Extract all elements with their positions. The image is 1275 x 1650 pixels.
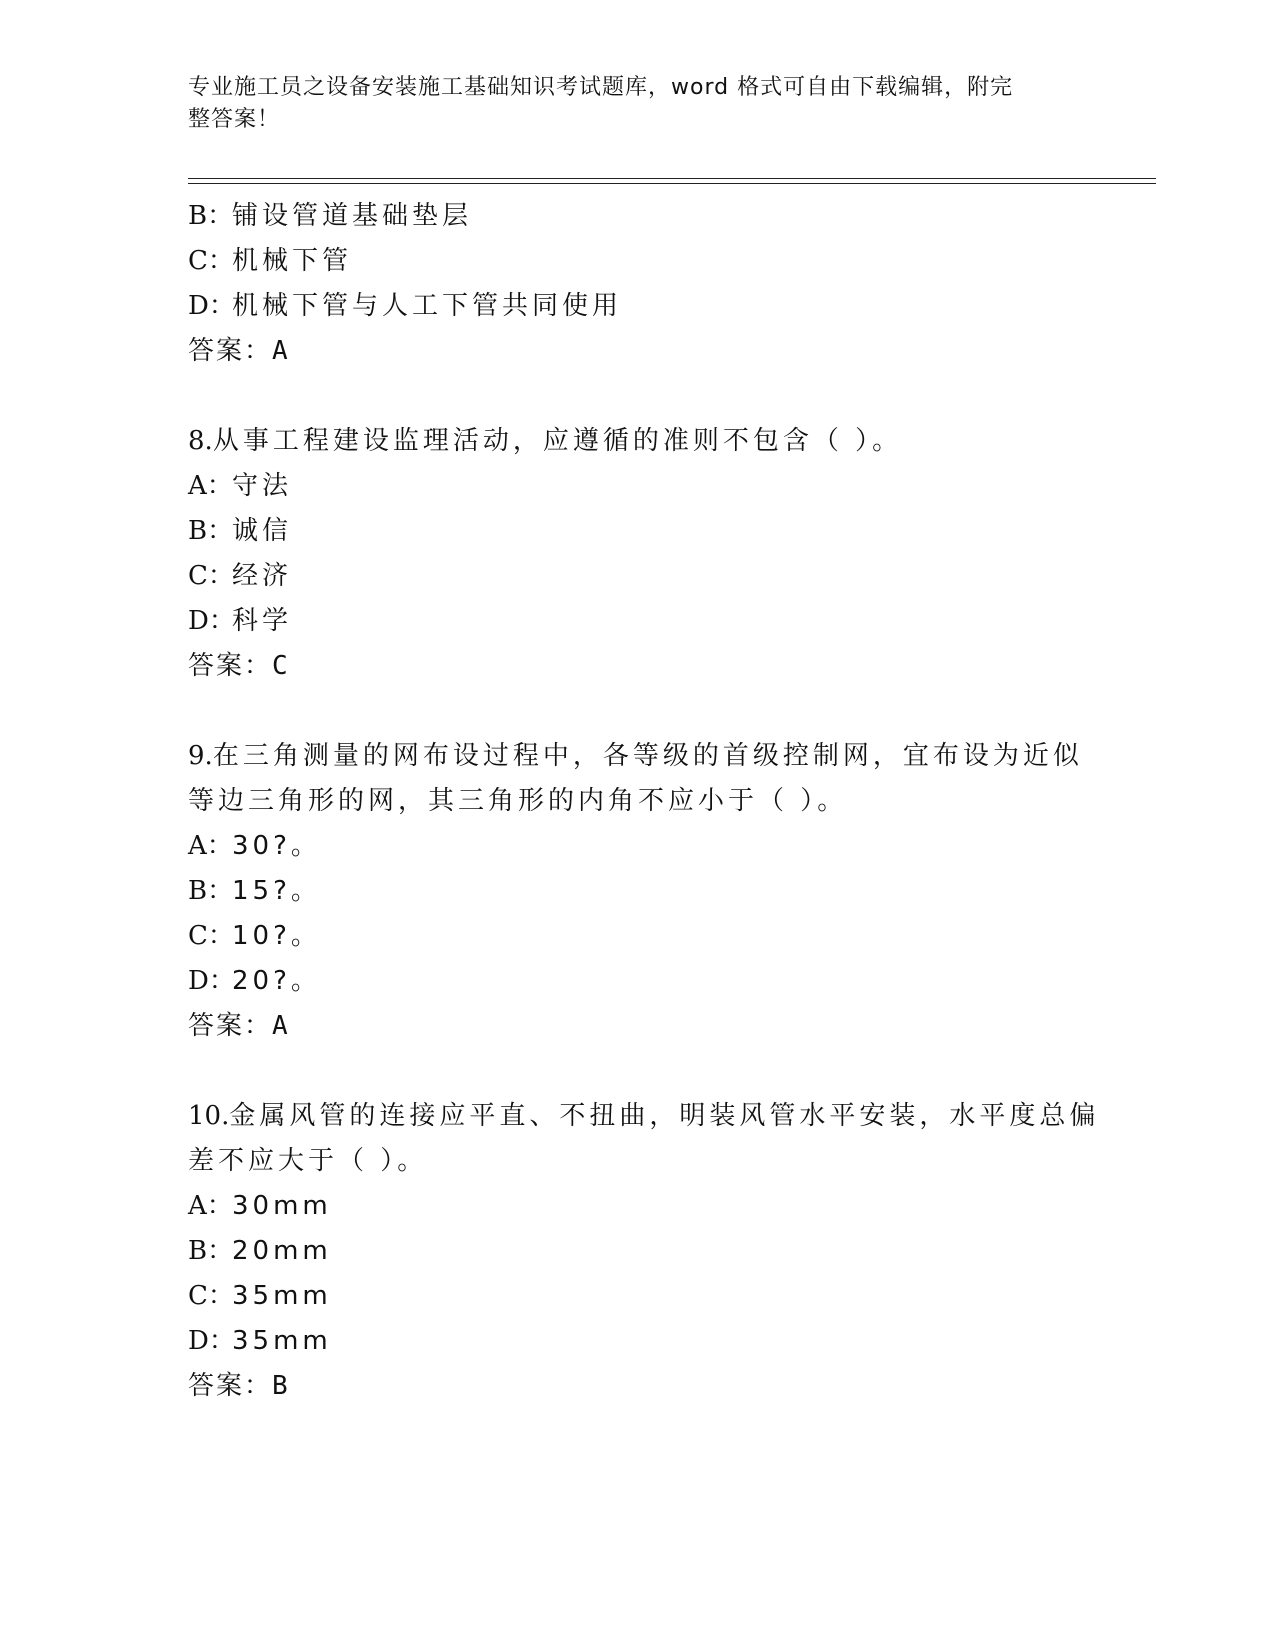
option-text: 30mm [232,1191,332,1221]
q8-option-d [188,605,292,637]
option-text: 20mm [232,1236,332,1266]
header-rule-top [188,178,1156,179]
q10-option-a [188,1190,332,1222]
option-text: 35mm [232,1326,332,1356]
q7-answer [188,335,288,367]
option-text: 机械下管 [232,246,353,276]
answer-label: 答案： [188,651,273,681]
option-key: C： [188,246,234,276]
q9-answer [188,1010,288,1042]
q8-question [188,425,902,457]
option-key: B： [188,201,234,231]
option-text: 铺设管道基础垫层 [232,201,473,231]
header-line-1: 专业施工员之设备安装施工基础知识考试题库，word 格式可自由下载编辑，附完 [188,75,1014,100]
option-text: 守法 [232,471,293,501]
option-text: 机械下管与人工下管共同使用 [232,291,623,321]
question-text: 从事工程建设监理活动，应遵循的准则不包含（ ）。 [212,426,903,456]
option-text: 30?。 [232,831,321,861]
q7-option-c [188,245,352,277]
answer-value: B [272,1371,288,1401]
header-rule-bottom [188,183,1156,184]
option-text: 诚信 [232,516,293,546]
header-line-2: 整答案！ [188,107,281,132]
option-key: A： [188,471,233,501]
option-key: C： [188,561,234,591]
answer-value: C [272,651,288,681]
option-key: B： [188,516,234,546]
q8-option-c [188,560,292,592]
q8-option-b [188,515,292,547]
q10-answer [188,1370,288,1402]
option-text: 35mm [232,1281,332,1311]
answer-label: 答案： [188,336,273,366]
q9-option-a [188,830,321,862]
q10-question-line-2 [188,1145,427,1177]
q8-option-a [188,470,292,502]
option-key: D： [188,1326,235,1356]
option-key: C： [188,1281,234,1311]
question-text: 在三角测量的网布设过程中，各等级的首级控制网，宜布设为近似 [212,741,1083,771]
answer-value: A [272,336,288,366]
q10-question-line-1 [188,1100,1099,1132]
q9-question-line-1 [188,740,1083,772]
option-text: 20?。 [232,966,321,996]
q7-option-b [188,200,472,232]
q10-option-d [188,1325,332,1357]
q9-option-b [188,875,321,907]
option-key: D： [188,966,235,996]
option-text: 15?。 [232,876,321,906]
option-key: A： [188,1191,233,1221]
option-text: 经济 [232,561,293,591]
option-text: 10?。 [232,921,321,951]
q10-option-c [188,1280,332,1312]
q7-option-d [188,290,622,322]
q9-option-d [188,965,321,997]
question-text: 金属风管的连接应平直、不扭曲，明装风管水平安装，水平度总偏 [229,1101,1100,1131]
question-text: 差不应大于（ ）。 [188,1146,428,1176]
question-number: 9. [188,741,213,771]
q9-question-line-2 [188,785,847,817]
q10-option-b [188,1235,332,1267]
option-key: C： [188,921,234,951]
option-text: 科学 [232,606,293,636]
question-text: 等边三角形的网，其三角形的内角不应小于（ ）。 [188,786,848,816]
answer-value: A [272,1011,288,1041]
option-key: B： [188,1236,234,1266]
question-number: 8. [188,426,213,456]
answer-label: 答案： [188,1011,273,1041]
question-number: 10. [188,1101,230,1131]
option-key: A： [188,831,233,861]
document-header [188,72,1078,136]
q9-option-c [188,920,321,952]
option-key: D： [188,606,235,636]
option-key: D： [188,291,235,321]
q8-answer [188,650,288,682]
option-key: B： [188,876,234,906]
answer-label: 答案： [188,1371,273,1401]
